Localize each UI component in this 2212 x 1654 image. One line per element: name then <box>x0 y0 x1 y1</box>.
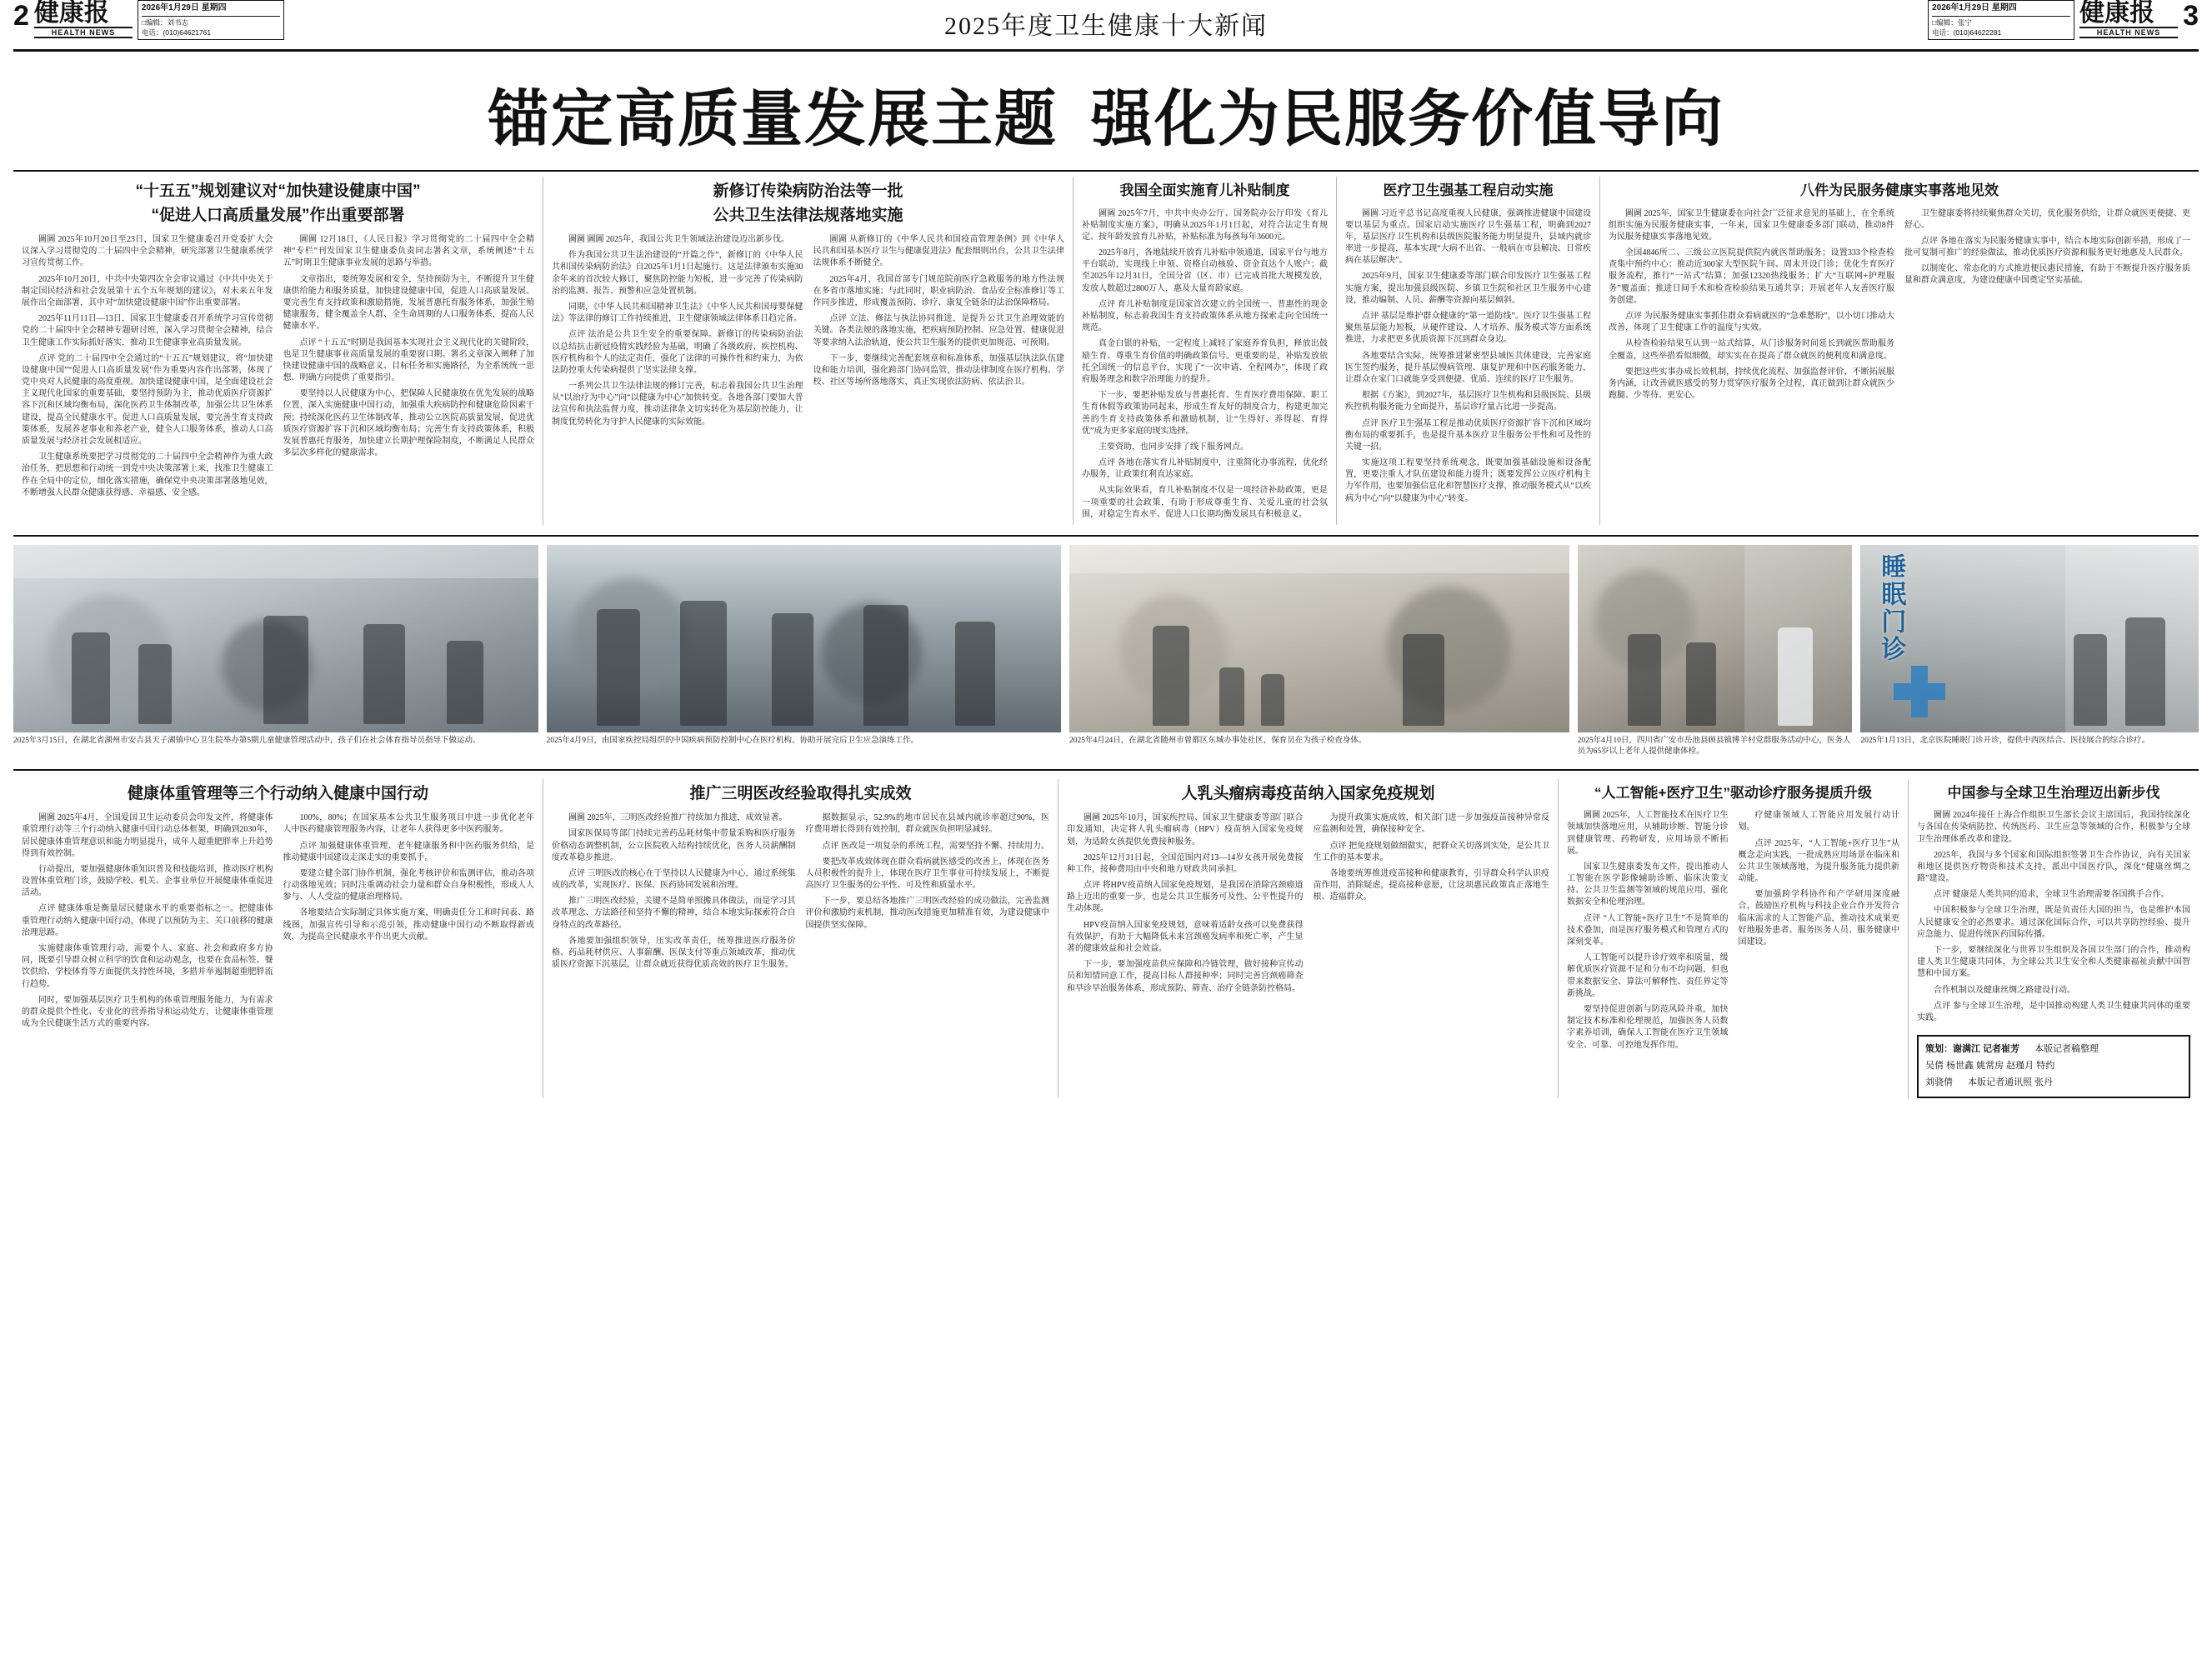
photo-children-health <box>13 545 538 757</box>
story-4-body <box>1345 208 1591 509</box>
story-column-5 <box>1600 177 2199 525</box>
medical-cross-icon <box>1894 666 1945 717</box>
story-column-3 <box>1073 177 1337 525</box>
paragraph: 点评 法治是公共卫生安全的重要保障。新修订的传染病防治法以总结抗击新冠疫情实践经验为基础，明确了各级政府、疾控机构、医疗机构和个人的法定责任，强化了法律的可操作性和约束力，为依法防控重大传染病提供了坚实法律支撑。 <box>552 330 803 375</box>
bottom-4-body-left <box>1567 810 1729 1056</box>
photo-community-fitness <box>1069 545 1569 757</box>
masthead <box>13 0 2199 52</box>
bottom-1-heading: 健康体重管理等三个行动纳入健康中国行动 <box>127 784 428 802</box>
paragraph: 主要资助，也同步安排了线下服务网点。 <box>1098 442 1249 452</box>
paragraph: 作为我国公共卫生法治建设的“开篇之作”，新修订的《中华人民共和国传染病防治法》自2025年1月1日起施行。这是法律颁布实施30余年来的首次较大修订，聚焦防控能力短板，进一步完善了传染病防治的监测、报告、预警和应急处置机制。 <box>552 251 803 296</box>
paragraph: 点评 各地在落实育儿补贴制度中，注重简化办事流程，优化经办服务，让政策红利直达家庭。 <box>1082 458 1328 480</box>
paragraph: 全国4846所二、三级公立医院提供院内就医帮助服务；设置333个检查检查集中预约中心；推动近300家大型医院午间、周末开设门诊；优化生育医疗服务流程，推行“一站式”结算；加强12320热线服务；扩大“互联网+护理服务”覆盖面；推进日间手术和检查检验结果互通共享；开展老年人友善医疗服务创建。 <box>1609 248 1894 305</box>
paragraph: 卫生健康委将持续聚焦群众关切，优化服务供给，让群众就医更便捷、更舒心。 <box>1904 208 2190 230</box>
paragraph: 圖圖 2024年接任上海合作组织卫生部长会议主席国后，我国持续深化与各国在传染病防控、传统医药、卫生应急等领域的合作，积极参与全球卫生治理体系改革和建设。 <box>1917 811 2190 844</box>
photo-caption: 2025年1月13日，北京医院睡眠门诊开诊，提供中西医结合、医技展合的综合诊疗。 <box>1860 737 2150 745</box>
paragraph: 圖圖 2025年4月，全国爱国卫生运动委员会印发文件，将健康体重管理行动等三个行动纳入健康中国行动总体框架，明确到2030年，居民健康体重管理意识和能力明显提升，成年人超重肥胖率上升趋势得到有效控制。 <box>22 813 273 858</box>
masthead-meta-left <box>138 0 284 40</box>
bottom-column-3 <box>1058 779 1559 1098</box>
paragraph: 点评 健康是人类共同的追求，全球卫生治理需要各国携手合作。 <box>1934 890 2169 900</box>
bottom-5-body <box>1917 810 2190 1028</box>
paragraph: 中国积极参与全球卫生治理，既是负责任大国的担当，也是维护本国人民健康安全的必然要求。通过深化国际合作，可以共享防控经验、提升应急能力、促进传统医药国际传播。 <box>1917 906 2190 939</box>
paragraph: 根据《方案》，到2027年，基层医疗卫生机构和县级医院、县级疾控机构服务能力全面提升，基层诊疗量占比进一步提高。 <box>1345 391 1591 412</box>
paragraph: 为提升政策实施成效，相关部门进一步加强疫苗接种异常反应监测和处置，确保接种安全。 <box>1313 813 1549 835</box>
paragraph: 以制度化、常态化的方式推进便民惠民措施，有助于不断提升医疗服务质量和群众满意度，为建设健康中国奠定坚实基础。 <box>1904 264 2190 286</box>
photo-image <box>1069 545 1569 732</box>
paragraph: 要坚持促进创新与防范风险并重，加快制定技术标准和伦理规范，加强医务人员数字素养培训，确保人工智能在医疗卫生领域安全、可靠、可控地发挥作用。 <box>1567 1004 1729 1050</box>
paragraph: 实施这项工程要坚持系统观念，既要加强基础设施和设备配置，更要注重人才队伍建设和能力提升；既要发挥公立医疗机构主力军作用，也要加强信息化和智慧医疗支撑，推动服务模式从“以疾病为中心”向“以健康为中心”转变。 <box>1345 458 1591 503</box>
paragraph: 从实际效果看，育儿补贴制度不仅是一项经济补助政策，更是一项重要的社会政策，有助于形成尊重生育、关爱儿童的社会氛围，对稳定生育水平、促进人口长期均衡发展具有积极意义。 <box>1082 486 1328 519</box>
story-3-heading: 我国全面实施育儿补贴制度 <box>1119 182 1290 198</box>
photo-caption: 2025年4月10日，四川省广安市岳池县顾县镇博羊村党群服务活动中心，医务人员为65岁以上老年人提供健康体检。 <box>1577 737 1851 756</box>
credits-contributor: 刘骁倩 <box>1925 1077 1953 1087</box>
story-1-body-right <box>283 234 535 503</box>
newspaper-logo-left <box>34 0 133 38</box>
bottom-3-body-right <box>1314 812 1550 999</box>
paragraph: HPV疫苗纳入国家免疫规划，意味着适龄女孩可以免费获得有效保护，有助于大幅降低未来宫颈癌发病率和死亡率，产生显著的健康效益和社会效益。 <box>1067 920 1304 953</box>
bottom-2-heading: 推广三明医改经验取得扎实成效 <box>689 784 912 802</box>
paragraph: 一系列公共卫生法律法规的修订完善，标志着我国公共卫生治理从“以治疗为中心”向“以健康为中心”加快转变。各地各部门要加大普法宣传和执法监督力度，推动法律条文切实转化为基层防控能力，让制度优势转化为守护人民健康的实际效能。 <box>552 382 803 427</box>
paragraph: 各地要结合实际制定具体实施方案，明确责任分工和时间表、路线图，加强宣传引导和示范引领，推动健康中国行动不断取得新成效，为提高全民健康水平作出更大贡献。 <box>283 908 534 942</box>
bottom-column-2 <box>543 779 1058 1098</box>
paragraph: 卫生健康系统要把学习贯彻党的二十届四中全会精神作为重大政治任务，把思想和行动统一到党中央决策部署上来，找准卫生健康工作在全局中的定位，细化落实措施，确保党中央决策部署落地见效，不断增强人民群众健康获得感、幸福感、安全感。 <box>22 452 273 497</box>
bottom-2-body-right <box>806 812 1050 975</box>
bottom-1-body-right <box>283 812 535 1034</box>
phone-right: 电话：(010)64622281 <box>1932 27 2002 37</box>
paragraph: 点评 党的二十届四中全会通过的“十五五”规划建议，将“加快建设健康中国”“促进人口高质量发展”作为重要内容作出部署，体现了党中央对人民健康的高度重视。加快建设健康中国，是全面建设社会主义现代化国家的重要基础，要坚持预防为主，推动优质医疗资源扩容下沉和区域均衡布局，深化医药卫生体制改革，加强公共卫生体系建设，提高全民健康水平。促进人口高质量发展，要完善生育支持政策体系，发展养老事业和养老产业，健全人口服务体系，推动人口高质量发展与经济社会发展相适应。 <box>22 353 273 446</box>
newspaper-logo-right <box>2079 0 2178 38</box>
story-1-heading-line-2: “促进人口高质量发展”作出重要部署 <box>151 206 405 224</box>
paragraph: 点评 三明医改的核心在于坚持以人民健康为中心，通过系统集成的改革，实现医疗、医保、医药协同发展和治理。 <box>552 868 796 891</box>
editor-right: □编辑：张宁 <box>1932 17 1972 27</box>
story-2-body-right <box>813 234 1065 432</box>
bottom-3-heading: 人乳头瘤病毒疫苗纳入国家免疫规划 <box>1181 784 1435 802</box>
top-story-columns <box>13 177 2199 525</box>
paragraph: 点评 立法、修法与执法协同推进，是提升公共卫生治理效能的关键。各类法规的落地实施，把疾病预防控制、应急处置、健康促进等要求纳入法治轨道，使公共卫生服务的提供更加规范、可预期。 <box>813 314 1064 347</box>
paragraph: 点评 健康体重是衡量居民健康水平的重要指标之一。把健康体重管理行动纳入健康中国行动，体现了以预防为主、关口前移的健康治理思路。 <box>22 904 273 937</box>
masthead-right <box>1840 0 2199 40</box>
paragraph: 圖圖 2025年，三明医改经验推广持续加力推进，成效显著。 <box>568 813 788 823</box>
story-1-heading <box>22 177 534 234</box>
paragraph: 圖圖 习近平总书记高度重视人民健康，强调推进健康中国建设要以基层为重点。国家启动实施医疗卫生强基工程，明确到2027年，基层医疗卫生机构和县级医院服务能力明显提升，县域内就诊率进一步提高，基本实现“大病不出省、一般病在市县解决、日常疾病在基层解决”。 <box>1345 208 1591 266</box>
paragraph: 要坚持以人民健康为中心，把保障人民健康放在优先发展的战略位置，深入实施健康中国行动，加强重大疾病防控和健康危险因素干预；持续深化医药卫生体制改革，推动公立医院高质量发展，促进优质医疗资源扩容下沉和区域均衡布局；完善生育支持政策体系，积极发展普惠托育服务，加快建立长期护理保险制度，不断满足人民群众多层次多样化的健康需求。 <box>283 389 534 458</box>
paragraph: 点评 各地在落实为民服务健康实事中，结合本地实际创新举措，形成了一批可复制可推广的经验做法，推动优质医疗资源和服务更好地惠及人民群众。 <box>1904 236 2190 258</box>
story-column-1 <box>13 177 543 525</box>
paragraph: 文章指出，要统筹发展和安全，坚持预防为主，不断提升卫生健康供给能力和服务质量，加快建设健康中国，促进人口高质量发展。要完善生育支持政策和激励措施，发展普惠托育服务体系，加强生殖健康服务，健全覆盖全人群、全生命周期的人口服务体系，提高人民健康水平。 <box>283 274 534 332</box>
phone-left: 电话：(010)64621761 <box>141 27 212 37</box>
photo-strip <box>13 535 2199 757</box>
paragraph: 点评 参与全球卫生治理，是中国推动构建人类卫生健康共同体的重要实践。 <box>1917 1001 2190 1022</box>
page-folio-right: 3 <box>2183 0 2199 32</box>
bottom-column-1 <box>13 779 543 1098</box>
paragraph: 推广三明医改经验，关键不是简单照搬具体做法，而是学习其改革理念、方法路径和坚持不懈的精神，结合本地实际探索符合自身特点的改革路径。 <box>552 897 796 930</box>
paragraph: 2025年9月，国家卫生健康委等部门联合印发医疗卫生强基工程实施方案，提出加强县级医院、乡镇卫生院和社区卫生服务中心建设，推动编制、人员、薪酬等资源向基层倾斜。 <box>1345 272 1591 305</box>
story-2-heading <box>552 177 1064 234</box>
paragraph: 同时，要加强基层医疗卫生机构的体重管理服务能力，为有需求的群众提供个性化、专业化的营养指导和运动处方，让健康体重管理成为全民健康生活方式的重要内容。 <box>22 995 273 1029</box>
story-column-2 <box>543 177 1073 525</box>
paragraph: 疗健康领域人工智能应用发展行动计划。 <box>1738 811 1899 832</box>
story-5-body-right <box>1904 208 2190 407</box>
credits-note: 本版记者稿整理 <box>2034 1044 2099 1055</box>
photo-emergency-training <box>547 545 1062 757</box>
bottom-5-heading: 中国参与全球卫生治理迈出新步伐 <box>1947 784 2160 801</box>
page-folio-left: 2 <box>13 0 29 32</box>
paragraph: 2025年10月20日，中共中央第四次全会审议通过《中共中央关于制定国民经济和社会发展第十五个五年规划的建议》，对未来五年发展作出全面部署，其中对“加快建设健康中国”作出重要部署。 <box>22 274 273 307</box>
bottom-2-body-left <box>552 812 796 975</box>
paragraph: 下一步，要加强疫苗供应保障和冷链管理，做好接种宣传动员和知情同意工作，提高目标人群接种率；同时完善宫颈癌筛查和早诊早治服务体系，形成预防、筛查、治疗全链条防控格局。 <box>1067 960 1304 993</box>
paragraph: 下一步，要总结各地推广三明医改经验的成功做法，完善监测评价和激励约束机制，推动医改措施更加精准有效，为建设健康中国提供坚实保障。 <box>805 897 1049 930</box>
bottom-column-4 <box>1559 779 1909 1098</box>
credits-reporters: 吴倩 杨世鑫 姚常房 赵瑾月 特约 <box>1925 1060 2055 1071</box>
paragraph: 点评 “十五五”时期是我国基本实现社会主义现代化的关键阶段，也是卫生健康事业高质量发展的重要窗口期。署名文章深入阐释了加快建设健康中国的战略意义、目标任务和实施路径，为全系统统一思想、明确方向提供了重要指引。 <box>283 337 534 383</box>
story-2-heading-line-1: 新修订传染病防治法等一批 <box>713 182 903 200</box>
paragraph: 国家卫生健康委发布文件，提出推动人工智能在医学影像辅助诊断、临床决策支持、公共卫生监测等领域的规范应用，强化数据安全和伦理治理。 <box>1567 862 1729 907</box>
paragraph: 下一步，要把补贴发放与普惠托育、生育医疗费用保障、职工生育休假等政策协同起来，形成生育友好的制度合力，构建更加完善的生育支持政策体系和激励机制，让“生得好、养得起、育得优”成为更多家庭的现实选择。 <box>1082 391 1328 436</box>
photo-caption: 2025年4月24日，在湖北省随州市曾都区东城办事处社区，保育员在为孩子检查身体。 <box>1069 737 1367 745</box>
paragraph: 圖圖 12月18日，《人民日报》学习贯彻党的二十届四中全会精神“专栏”刊发国家卫生健康委负责同志署名文章，系统阐述“十五五”时期卫生健康事业发展的思路与举措。 <box>283 235 534 268</box>
paragraph: 实施健康体重管理行动，需要个人、家庭、社会和政府多方协同，既要引导群众树立科学的饮食和运动观念，也要在食品标签、餐饮供给、学校体育等方面提供支持性环境，多措并举遏制超重肥胖流行趋势。 <box>22 944 273 989</box>
photo-image <box>13 545 538 732</box>
credits-planner: 策划：谢满江 记者崔芳 <box>1925 1044 2020 1055</box>
paragraph: 合作机制以及健康丝绸之路建设行动。 <box>1934 985 2075 995</box>
paragraph: 要把这些实事办成长效机制，持续优化流程、加强监督评价，不断拓展服务内涵，让改善就医感受的努力贯穿医疗服务全过程，真正做到让群众就医少跑腿、少等待、更安心。 <box>1609 367 1894 401</box>
sleep-clinic-sign-text: 睡眠门诊 <box>1877 553 1905 663</box>
bottom-1-body-left <box>22 812 273 1034</box>
credits-photos: 本版记者通讯照 张丹 <box>1968 1077 2054 1087</box>
story-2-body-left <box>552 234 803 432</box>
issue-date-left: 2026年1月29日 星期四 <box>142 2 280 17</box>
paragraph: 2025年8月，各地陆续开放育儿补贴申领通道，国家平台与地方平台联动，实现线上申领、资格自动核验、资金直达个人账户；截至2025年12月31日，全国分省（区、市）已完成首批大规模发放，发放人数超过2800万人，惠及大量育龄家庭。 <box>1082 248 1328 293</box>
paragraph: 各地要统筹推进疫苗接种和健康教育，引导群众科学认识疫苗作用，消除疑虑，提高接种意愿，让这项惠民政策真正落地生根、造福群众。 <box>1313 868 1549 902</box>
bottom-4-body-right <box>1739 810 1900 1056</box>
credits-box <box>1917 1035 2190 1097</box>
issue-date-right: 2026年1月29日 星期四 <box>1932 2 2070 17</box>
story-5-heading: 八件为民服务健康实事落地见效 <box>1800 182 1999 198</box>
photo-village-clinic <box>1578 545 1853 757</box>
paragraph: 要把改革成效体现在群众看病就医感受的改善上，体现在医务人员积极性的提升上，体现在医疗卫生事业可持续发展上，不断提高医疗卫生服务的公平性、可及性和质量水平。 <box>805 857 1049 891</box>
paragraph: 据数据显示，52.9%的地市居民在县域内就诊率超过90%，医疗费用增长得到有效控制，群众就医负担明显减轻。 <box>805 813 1049 835</box>
logo-english-name-right: HEALTH NEWS <box>2079 27 2178 38</box>
story-1-body-left <box>22 234 273 503</box>
logo-chinese-name: 健康报 <box>33 0 109 27</box>
paragraph: 圖圖 2025年10月20日至23日，国家卫生健康委召开党委扩大会议深入学习贯彻党的二十届四中全会精神，研究部署卫生健康系统学习宣传贯彻工作。 <box>22 235 273 268</box>
main-headline <box>13 52 2199 172</box>
paragraph: 要加强跨学科协作和产学研用深度融合，鼓励医疗机构与科技企业合作开发符合临床需求的人工智能产品，推动技术成果更好地服务患者、服务医务人员、服务健康中国建设。 <box>1738 890 1899 947</box>
photo-caption: 2025年4月9日，由国家疾控局组织的中国疾病预防控制中心在医疗机构、协助开展完后卫生应急演练工作。 <box>546 737 919 745</box>
story-column-4 <box>1337 177 1600 525</box>
logo-chinese-name-right: 健康报 <box>2079 0 2155 27</box>
story-1-heading-line-1: “十五五”规划建议对“加快建设健康中国” <box>135 182 421 200</box>
headline-part-1: 锚定高质量发展主题 <box>488 84 1058 153</box>
paragraph: 真金白银的补贴，一定程度上减轻了家庭养育负担，释放出鼓励生育、尊重生育价值的明确政策信号。更重要的是，补贴发放依托全国统一的信息平台，实现了“一次申请、全程网办”，体现了政府服务理念和数字治理能力的提升。 <box>1082 339 1328 384</box>
masthead-meta-right <box>1928 0 2074 40</box>
photo-image <box>1578 545 1853 732</box>
headline-part-2: 强化为民服务价值导向 <box>1091 84 1724 153</box>
paragraph: 要建立健全部门协作机制，强化考核评价和监测评估，推动各项行动落地见效；同时注重调动社会力量和群众自身积极性，形成人人参与、人人受益的健康治理格局。 <box>283 868 534 902</box>
paragraph: 圖圖 2025年，人工智能技术在医疗卫生领域加快落地应用，从辅助诊断、智能分诊到健康管理、药物研发，应用场景不断拓展。 <box>1567 811 1729 856</box>
paragraph: 国家医保局等部门持续完善药品耗材集中带量采购和医疗服务价格动态调整机制，公立医院收入结构持续优化，医务人员薪酬制度改革稳步推进。 <box>552 829 796 862</box>
paragraph: 2025年，我国与多个国家和国际组织签署卫生合作协议，向有关国家和地区提供医疗物资和技术支持，派出中国医疗队，深化“健康丝绸之路”建设。 <box>1917 850 2190 884</box>
paragraph: 点评 加强健康体重管理、老年健康服务和中医药服务供给，是推动健康中国建设走深走实的重要抓手。 <box>283 841 534 862</box>
story-2-heading-line-2: 公共卫生法律法规落地实施 <box>713 206 903 224</box>
paragraph: 点评 基层是维护群众健康的“第一道防线”。医疗卫生强基工程聚焦基层能力短板，从硬件建设、人才培养、服务模式等方面系统推进，力求把更多优质资源下沉到群众身边。 <box>1345 312 1591 345</box>
paragraph: 圖圖 2025年，国家卫生健康委在向社会广泛征求意见的基础上，在全系统组织实施为民服务健康实事，一年来，国家卫生健康委多部门联动，推动8件为民服务健康实事落地见效。 <box>1609 208 1894 242</box>
paragraph: 从检查检验结果互认到一站式结算，从门诊服务时间延长到就医帮助服务全覆盖，这些举措看似细微，却实实在在提高了群众就医的便利度和满意度。 <box>1609 339 1894 361</box>
paragraph: 点评 将HPV疫苗纳入国家免疫规划，是我国在消除宫颈癌道路上迈出的重要一步，也是公共卫生服务可及性、公平性提升的生动体现。 <box>1067 881 1304 914</box>
section-title: 2025年度卫生健康十大新闻 <box>944 12 1268 40</box>
paragraph: 100%，80%；在国家基本公共卫生服务项目中进一步优化老年人中医药健康管理服务内容，让老年人获得更多中医药服务。 <box>283 813 534 835</box>
photo-caption: 2025年3月15日，在湖北省湖州市安吉县天子湖镇中心卫生院举办第5期儿童健康管理活动中，孩子们在社会体育指导员指导下做运动。 <box>13 737 481 745</box>
photo-image <box>547 545 1062 732</box>
paragraph: 下一步，要继续深化与世界卫生组织及各国卫生部门的合作，推动构建人类卫生健康共同体，为全球公共卫生安全和人类健康福祉贡献中国智慧和中国方案。 <box>1917 946 2190 979</box>
paragraph: 2025年4月，我国首部专门规范院前医疗急救服务的地方性法规在多省市落地实施；与此同时，职业病防治、食品安全标准修订等工作同步推进，形成覆盖预防、诊疗、康复全链条的法治保障格局。 <box>813 274 1064 307</box>
paragraph: 下一步，要继续完善配套规章和标准体系，加强基层执法队伍建设和能力培训，强化跨部门协同监管，推动法律制度在医疗机构、学校、社区等场所落地落实，真正实现依法防病、依法治卫。 <box>813 353 1064 387</box>
logo-english-name: HEALTH NEWS <box>34 27 133 38</box>
paragraph: 行动提出，要加强健康体重知识普及和技能培训，推动医疗机构设置体重管理门诊，鼓励学校、机关、企事业单位开展健康体重促进活动。 <box>22 864 273 898</box>
paragraph: 圖圖 2025年10月，国家疾控局、国家卫生健康委等部门联合印发通知，决定将人乳头瘤病毒（HPV）疫苗纳入国家免疫规划，为适龄女孩提供免费接种服务。 <box>1067 813 1304 847</box>
paragraph: 各地要加强组织领导，压实改革责任，统筹推进医疗服务价格、药品耗材供应、人事薪酬、医保支付等重点领域改革，推动优质医疗资源下沉基层，让群众就近获得优质高效的医疗卫生服务。 <box>552 936 796 970</box>
paragraph: 点评 把免疫规划做细做实，把群众关切落到实处，是公共卫生工作的基本要求。 <box>1313 841 1549 862</box>
paragraph: 人工智能可以提升诊疗效率和质量，缓解优质医疗资源不足和分布不均问题，但也带来数据安全、算法可解释性、责任界定等新挑战。 <box>1567 953 1729 998</box>
bottom-column-5 <box>1909 779 2199 1098</box>
paragraph: 2025年12月31日起，全国范围内对13—14岁女孩开展免费接种工作，接种费用由中央和地方财政共同承担。 <box>1067 852 1304 874</box>
paragraph: 点评 为民服务健康实事抓住群众看病就医的“急难愁盼”，以小切口推动大改善，体现了卫生健康工作的温度与实效。 <box>1609 312 1894 333</box>
masthead-left <box>13 0 372 40</box>
paragraph: 点评 医疗卫生强基工程是推动优质医疗资源扩容下沉和区域均衡布局的重要抓手，也是提升基本医疗卫生服务公平性和可及性的关键一招。 <box>1345 418 1591 452</box>
paragraph: 点评 2025年，“人工智能+医疗卫生”从概念走向实践，一批成熟应用场景在临床和公共卫生领域落地，为提升服务能力提供新动能。 <box>1738 838 1899 884</box>
bottom-3-body-left <box>1067 812 1304 999</box>
paragraph: 各地要结合实际，统筹推进紧密型县域医共体建设，完善家庭医生签约服务，提升基层慢病管理、康复护理和中医药服务能力，让群众在家门口就能享受到便捷、优质、连续的医疗卫生服务。 <box>1345 351 1591 384</box>
editor-left: □编辑：刘书志 <box>141 17 189 27</box>
story-4-heading: 医疗卫生强基工程启动实施 <box>1383 182 1554 198</box>
paragraph: 圖圖 圖圖 2025年，我国公共卫生领域法治建设迈出新步伐。 <box>568 235 789 244</box>
paragraph: 同期，《中华人民共和国精神卫生法》《中华人民共和国母婴保健法》等法律的修订工作持续推进，卫生健康领域法律体系日趋完备。 <box>552 302 803 324</box>
paragraph: 点评 医改是一项复杂的系统工程，需要坚持不懈、持续用力。 <box>822 841 1049 851</box>
paragraph: 圖圖 2025年7月，中共中央办公厅、国务院办公厅印发《育儿补贴制度实施方案》，明确从2025年1月1日起，对符合法定生育规定、按年龄发放育儿补贴，补贴标准为每孩每年3600元。 <box>1082 208 1328 242</box>
paragraph: 点评 育儿补贴制度是国家首次建立的全国统一、普惠性的现金补贴制度，标志着我国生育支持政策体系从地方探索走向全国统一规范。 <box>1082 299 1328 333</box>
photo-image <box>1860 545 2199 732</box>
story-5-body-left <box>1609 208 1894 407</box>
bottom-4-heading: “人工智能+医疗卫生”驱动诊疗服务提质升级 <box>1594 784 1872 801</box>
bottom-story-columns <box>13 769 2199 1098</box>
photo-sleep-clinic <box>1860 545 2199 757</box>
paragraph: 2025年11月11日—13日，国家卫生健康委召开系统学习宣传贯彻党的二十届四中全会精神专题研讨班，深入学习贯彻全会精神，结合卫生健康工作实际抓好落实，推动卫生健康事业高质量发展。 <box>22 314 273 347</box>
paragraph: 圖圖 从新修订的《中华人民共和国疫苗管理条例》到《中华人民共和国基本医疗卫生与健康促进法》配套细则出台，公共卫生法律法规体系不断健全。 <box>813 235 1064 268</box>
story-3-body <box>1082 208 1328 526</box>
paragraph: 点评 “人工智能+医疗卫生”不是简单的技术叠加，而是医疗服务模式和管理方式的深刻变革。 <box>1567 913 1729 947</box>
